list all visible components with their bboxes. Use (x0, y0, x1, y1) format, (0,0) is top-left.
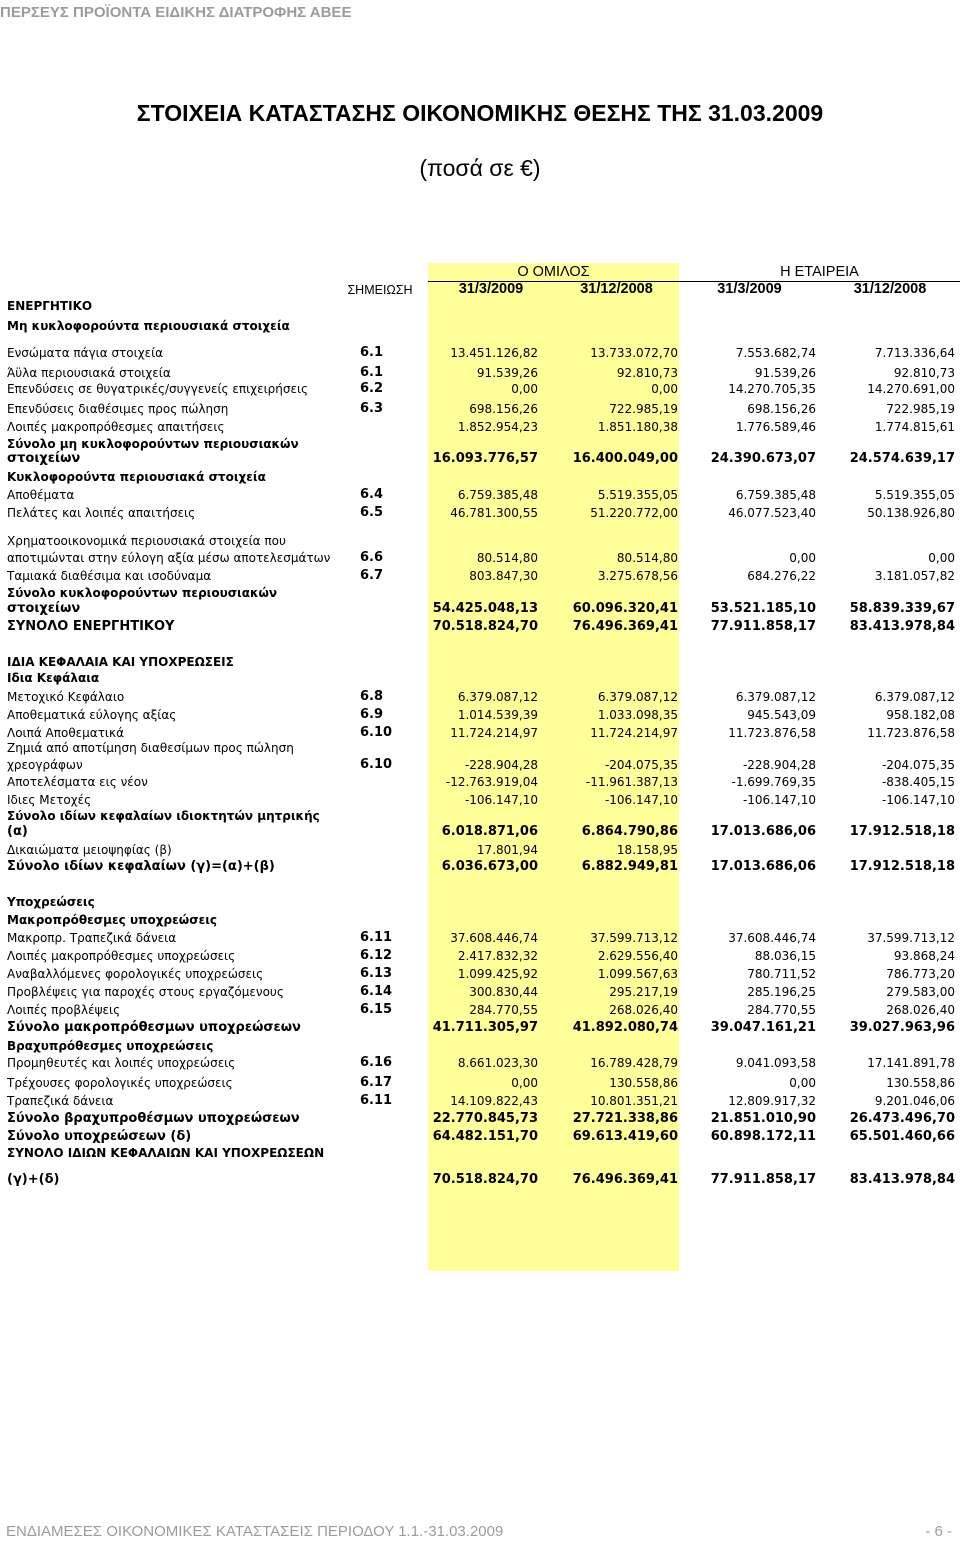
row-value: 1.851.180,38 (597, 420, 678, 434)
row-value: 268.026,40 (609, 1003, 678, 1017)
row-label: Υποχρεώσεις (7, 895, 95, 909)
row-value: 39.027.963,96 (849, 1020, 955, 1035)
row-value: 46.781.300,55 (450, 506, 538, 520)
row-value: 6.379.087,12 (735, 690, 816, 704)
row-value: 93.868,24 (893, 949, 955, 963)
row-value: 37.608.446,74 (728, 931, 816, 945)
row-value: 5.519.355,05 (874, 488, 955, 502)
row-label: Λοιπές μακροπρόθεσμες απαιτήσεις (7, 420, 225, 434)
row-value: 41.892.080,74 (572, 1020, 678, 1035)
row-value: 0,00 (511, 382, 538, 396)
table-row (0, 1111, 960, 1127)
table-row (0, 401, 960, 417)
row-value: 24.574.639,17 (849, 451, 955, 466)
row-value: -228.904,28 (464, 758, 538, 772)
table-row (0, 345, 960, 361)
row-note: 6.9 (360, 707, 384, 722)
table-row (0, 469, 960, 485)
row-value: 958.182,08 (886, 708, 955, 722)
row-value: -838.405,15 (881, 775, 955, 789)
row-value: 6.379.087,12 (597, 690, 678, 704)
row-label: Σύνολο κυκλοφορούντων περιουσιακών (7, 586, 278, 600)
row-note: 6.2 (360, 381, 384, 396)
table-row (0, 451, 960, 467)
row-label: χρεογράφων (7, 758, 83, 772)
company-header: ΠΕΡΣΕΥΣ ΠΡΟΪΟΝΤΑ ΕΙΔΙΚΗΣ ΔΙΑΤΡΟΦΗΣ ΑΒΕΕ (0, 4, 352, 21)
row-note: 6.7 (360, 568, 384, 583)
row-value: 130.558,86 (886, 1076, 955, 1090)
row-value: 76.496.369,41 (572, 1172, 678, 1187)
row-value: 13.451.126,82 (450, 346, 538, 360)
row-value: 698.156,26 (747, 402, 816, 416)
table-row (0, 365, 960, 381)
row-value: -204.075,35 (881, 758, 955, 772)
row-value: 0,00 (651, 382, 678, 396)
row-value: 1.033.098,35 (597, 708, 678, 722)
row-label: ΙΔΙΑ ΚΕΦΑΛΑΙΑ ΚΑΙ ΥΠΟΧΡΕΩΣΕΙΣ (7, 655, 234, 669)
row-value: 27.721.338,86 (572, 1111, 678, 1126)
row-value: 698.156,26 (469, 402, 538, 416)
table-row (0, 1075, 960, 1091)
table-row (0, 381, 960, 397)
row-value: 10.801.351,21 (590, 1094, 678, 1108)
row-label: Αποθέματα (7, 488, 75, 502)
row-value: 17.013.686,06 (710, 859, 816, 874)
row-label: στοιχείων (7, 451, 81, 466)
table-row (0, 1038, 960, 1054)
table-row (0, 689, 960, 705)
row-label: (α) (7, 824, 28, 839)
table-row (0, 824, 960, 840)
row-label: Δικαιώματα μειοψηφίας (β) (7, 843, 172, 857)
row-label: Κυκλοφορούντα περιουσιακά στοιχεία (7, 470, 266, 484)
row-label: Λοιπά Αποθεματικά (7, 726, 124, 740)
row-label: ΣΥΝΟΛΟ ΕΝΕΡΓΗΤΙΚΟΥ (7, 619, 175, 634)
row-value: 70.518.824,70 (432, 619, 538, 634)
row-note: 6.8 (360, 689, 384, 704)
row-value: 69.613.419,60 (572, 1129, 678, 1144)
row-label: Αναβαλλόμενες φορολογικές υποχρεώσεις (7, 967, 264, 981)
row-label: Άϋλα περιουσιακά στοιχεία (7, 366, 171, 380)
row-value: -12.763.919,04 (445, 775, 538, 789)
table-row (0, 419, 960, 435)
row-value: 16.093.776,57 (432, 451, 538, 466)
row-value: 14.109.822,43 (450, 1094, 538, 1108)
date-column-header: 31/12/2008 (580, 281, 653, 297)
row-label: αποτιμώνται στην εύλογη αξία μέσω αποτελεσμάτων (7, 551, 331, 565)
row-label: Μακροπρ. Τραπεζικά δάνεια (7, 931, 177, 945)
row-value: 88.036,15 (754, 949, 816, 963)
row-value: 11.724.214,97 (450, 726, 538, 740)
table-row (0, 670, 960, 686)
row-label: (γ)+(δ) (7, 1172, 60, 1187)
row-label: Σύνολο μη κυκλοφορούντων περιουσιακών (7, 437, 299, 451)
row-value: 0,00 (789, 551, 816, 565)
row-label: Λοιπές προβλέψεις (7, 1003, 121, 1017)
row-value: 6.379.087,12 (874, 690, 955, 704)
table-row (0, 550, 960, 566)
date-column-header: 31/3/2009 (717, 281, 782, 297)
row-value: 11.724.214,97 (590, 726, 678, 740)
table-row (0, 1002, 960, 1018)
row-value: 16.789.428,79 (590, 1056, 678, 1070)
row-label: Ιδιες Μετοχές (7, 793, 92, 807)
footer-title: ΕΝΔΙΑΜΕΣΕΣ ΟΙΚΟΝΟΜΙΚΕΣ ΚΑΤΑΣΤΑΣΕΙΣ ΠΕΡΙΟΔΟΥ 1.1.-31.03.2009 (6, 1523, 504, 1540)
row-value: 9.041.093,58 (735, 1056, 816, 1070)
row-label: Προβλέψεις για παροχές στους εργαζόμενους (7, 985, 284, 999)
row-value: 300.830,44 (469, 985, 538, 999)
row-value: 37.599.713,12 (590, 931, 678, 945)
row-note: 6.16 (360, 1055, 393, 1070)
table-row (0, 1055, 960, 1071)
row-value: 77.911.858,17 (710, 619, 816, 634)
row-value: 1.852.954,23 (457, 420, 538, 434)
row-value: 684.276,22 (747, 569, 816, 583)
row-label: Χρηματοοικονομικά περιουσιακά στοιχεία που (7, 534, 286, 548)
row-value: 17.912.518,18 (849, 859, 955, 874)
row-label: Λοιπές μακροπρόθεσμες υποχρεώσεις (7, 949, 236, 963)
row-value: 1.099.425,92 (457, 967, 538, 981)
row-value: 0,00 (511, 1076, 538, 1090)
row-value: 6.864.790,86 (581, 824, 678, 839)
row-value: 786.773,20 (886, 967, 955, 981)
row-note: 6.5 (360, 505, 384, 520)
row-value: 21.851.010,90 (710, 1111, 816, 1126)
row-label: Σύνολο ιδίων κεφαλαίων (γ)=(α)+(β) (7, 859, 275, 874)
row-value: 13.733.072,70 (590, 346, 678, 360)
row-value: 0,00 (928, 551, 955, 565)
table-row (0, 930, 960, 946)
row-value: 60.898.172,11 (710, 1129, 816, 1144)
row-note: 6.6 (360, 550, 384, 565)
row-value: 77.911.858,17 (710, 1172, 816, 1187)
row-label: ΕΝΕΡΓΗΤΙΚΟ (7, 299, 93, 313)
table-row (0, 568, 960, 584)
date-column-header: 31/3/2009 (458, 281, 524, 297)
table-row (0, 894, 960, 910)
row-label: Ενσώματα πάγια στοιχεία (7, 346, 164, 360)
row-value: -106.147,10 (464, 793, 538, 807)
row-value: 1.014.539,39 (457, 708, 538, 722)
row-label: Σύνολο ιδίων κεφαλαίων ιδιοκτητών μητρικής (7, 809, 320, 823)
row-value: 37.599.713,12 (867, 931, 955, 945)
row-note: 6.3 (360, 401, 384, 416)
row-value: 80.514,80 (476, 551, 538, 565)
row-note: 6.17 (360, 1075, 393, 1090)
row-note: 6.10 (360, 757, 393, 772)
row-label: Σύνολο μακροπρόθεσμων υποχρεώσεων (7, 1020, 301, 1035)
row-value: 268.026,40 (886, 1003, 955, 1017)
row-value: 41.711.305,97 (432, 1020, 538, 1035)
row-label: Προμηθευτές και λοιπές υποχρεώσεις (7, 1056, 236, 1070)
table-row (0, 707, 960, 723)
row-value: 295.217,19 (609, 985, 678, 999)
table-row (0, 740, 960, 756)
table-row (0, 792, 960, 808)
table-row (0, 1129, 960, 1145)
row-value: 6.379.087,12 (457, 690, 538, 704)
row-value: 1.099.567,63 (597, 967, 678, 981)
row-value: 76.496.369,41 (572, 619, 678, 634)
row-value: 80.514,80 (616, 551, 678, 565)
row-value: 7.713.336,64 (874, 346, 955, 360)
row-label: Σύνολο υποχρεώσεων (δ) (7, 1129, 192, 1144)
table-row (0, 842, 960, 858)
page-number: - 6 - (925, 1523, 952, 1540)
row-value: 2.417.832,32 (457, 949, 538, 963)
table-row (0, 948, 960, 964)
row-value: 12.809.917,32 (728, 1094, 816, 1108)
row-value: 3.181.057,82 (874, 569, 955, 583)
row-value: 65.501.460,66 (849, 1129, 955, 1144)
row-value: 60.096.320,41 (572, 601, 678, 616)
table-row (0, 619, 960, 635)
row-value: 24.390.673,07 (710, 451, 816, 466)
row-value: 285.196,25 (747, 985, 816, 999)
row-value: 54.425.048,13 (432, 601, 538, 616)
row-value: 17.801,94 (476, 843, 538, 857)
row-value: 284.770,55 (747, 1003, 816, 1017)
row-value: 16.400.049,00 (572, 451, 678, 466)
row-label: Μακροπρόθεσμες υποχρεώσεις (7, 913, 218, 927)
row-value: 780.711,52 (747, 967, 816, 981)
table-row (0, 859, 960, 875)
row-label: Επενδύσεις διαθέσιμες προς πώληση (7, 402, 229, 416)
row-value: -106.147,10 (604, 793, 678, 807)
row-label: Τραπεζικά δάνεια (7, 1094, 114, 1108)
row-value: 9.201.046,06 (874, 1094, 955, 1108)
row-value: 945.543,09 (747, 708, 816, 722)
row-label: στοιχείων (7, 601, 81, 616)
row-value: 14.270.691,00 (867, 382, 955, 396)
row-value: 83.413.978,84 (849, 1172, 955, 1187)
row-value: 6.882.949,81 (581, 859, 678, 874)
row-value: 7.553.682,74 (735, 346, 816, 360)
row-note: 6.15 (360, 1002, 393, 1017)
row-value: 83.413.978,84 (849, 619, 955, 634)
group-column-header: Ο ΟΜΙΛΟΣ (517, 264, 590, 280)
table-row (0, 774, 960, 790)
row-label: Ταμιακά διαθέσιμα και ισοδύναμα (7, 569, 212, 583)
row-note: 6.4 (360, 487, 384, 502)
row-value: 26.473.496,70 (849, 1111, 955, 1126)
table-row (0, 298, 960, 314)
row-value: 58.839.339,67 (849, 601, 955, 616)
row-note: 6.10 (360, 725, 393, 740)
table-row (0, 966, 960, 982)
row-value: -204.075,35 (604, 758, 678, 772)
row-value: -228.904,28 (742, 758, 816, 772)
row-value: 92.810,73 (616, 366, 678, 380)
row-label: Ζημιά από αποτίμηση διαθεσίμων προς πώληση (7, 741, 294, 755)
table-row (0, 436, 960, 452)
row-value: 0,00 (789, 1076, 816, 1090)
company-column-header: Η ΕΤΑΙΡΕΙΑ (780, 264, 859, 280)
row-label: Αποτελέσματα εις νέον (7, 775, 148, 789)
row-note: 6.11 (360, 930, 393, 945)
row-value: 14.270.705,35 (728, 382, 816, 396)
table-row (0, 601, 960, 617)
row-value: 51.220.772,00 (590, 506, 678, 520)
row-value: -11.961.387,13 (585, 775, 678, 789)
row-note: 6.14 (360, 984, 393, 999)
table-row (0, 1172, 960, 1188)
row-value: 11.723.876,58 (728, 726, 816, 740)
row-value: 18.158,95 (616, 843, 678, 857)
table-row (0, 585, 960, 601)
page-title: ΣΤΟΙΧΕΙΑ ΚΑΤΑΣΤΑΣΗΣ ΟΙΚΟΝΟΜΙΚΗΣ ΘΕΣΗΣ ΤΗΣ 31.03.2009 (136, 100, 824, 126)
row-value: 91.539,26 (754, 366, 816, 380)
table-row (0, 912, 960, 928)
row-note: 6.12 (360, 948, 393, 963)
table-row (0, 757, 960, 773)
row-value: 64.482.151,70 (432, 1129, 538, 1144)
row-value: 8.661.023,30 (457, 1056, 538, 1070)
table-row (0, 533, 960, 549)
row-value: -106.147,10 (881, 793, 955, 807)
row-note: 6.1 (360, 365, 384, 380)
table-row (0, 1093, 960, 1109)
row-value: 1.776.589,46 (735, 420, 816, 434)
table-row (0, 725, 960, 741)
row-note: 6.13 (360, 966, 393, 981)
row-value: 2.629.556,40 (597, 949, 678, 963)
row-value: 722.985,19 (886, 402, 955, 416)
row-value: 130.558,86 (609, 1076, 678, 1090)
row-value: 279.583,00 (886, 985, 955, 999)
row-value: 46.077.523,40 (728, 506, 816, 520)
date-column-header: 31/12/2008 (853, 281, 927, 297)
row-value: 17.013.686,06 (710, 824, 816, 839)
row-value: 11.723.876,58 (867, 726, 955, 740)
row-value: 3.275.678,56 (597, 569, 678, 583)
row-value: 17.141.891,78 (867, 1056, 955, 1070)
table-row (0, 318, 960, 334)
row-value: -106.147,10 (742, 793, 816, 807)
row-label: Ιδια Κεφάλαια (7, 671, 100, 685)
row-value: 91.539,26 (476, 366, 538, 380)
row-label: Πελάτες και λοιπές απαιτήσεις (7, 506, 196, 520)
row-value: 6.036.673,00 (441, 859, 538, 874)
table-row (0, 1020, 960, 1036)
row-note: 6.1 (360, 345, 384, 360)
row-value: 50.138.926,80 (867, 506, 955, 520)
row-value: 53.521.185,10 (710, 601, 816, 616)
row-label: Επενδύσεις σε θυγατρικές/συγγενείς επιχειρήσεις (7, 382, 309, 396)
row-label: ΣΥΝΟΛΟ ΙΔΙΩΝ ΚΕΦΑΛΑΙΩΝ ΚΑΙ ΥΠΟΧΡΕΩΣΕΩΝ (7, 1146, 325, 1160)
table-row (0, 1145, 960, 1161)
table-row (0, 487, 960, 503)
row-label: Τρέχουσες φορολογικές υποχρεώσεις (7, 1076, 233, 1090)
table-row (0, 808, 960, 824)
row-label: Βραχυπρόθεσμες υποχρεώσεις (7, 1039, 214, 1053)
row-label: Αποθεματικά εύλογης αξίας (7, 708, 177, 722)
row-value: 22.770.845,73 (432, 1111, 538, 1126)
row-value: -1.699.769,35 (731, 775, 816, 789)
row-value: 92.810,73 (893, 366, 955, 380)
table-row (0, 984, 960, 1000)
row-label: Μετοχικό Κεφάλαιο (7, 690, 125, 704)
row-value: 17.912.518,18 (849, 824, 955, 839)
table-row (0, 505, 960, 521)
table-row (0, 654, 960, 670)
row-note: 6.11 (360, 1093, 393, 1108)
row-value: 1.774.815,61 (874, 420, 955, 434)
row-value: 5.519.355,05 (597, 488, 678, 502)
row-value: 6.759.385,48 (735, 488, 816, 502)
row-label: Σύνολο βραχυπροθέσμων υποχρεώσεων (7, 1111, 300, 1126)
row-value: 39.047.161,21 (710, 1020, 816, 1035)
row-value: 284.770,55 (469, 1003, 538, 1017)
row-value: 6.018.871,06 (441, 824, 538, 839)
currency-subtitle: (ποσά σε €) (419, 155, 541, 181)
row-value: 6.759.385,48 (457, 488, 538, 502)
row-value: 70.518.824,70 (432, 1172, 538, 1187)
row-value: 37.608.446,74 (450, 931, 538, 945)
row-value: 722.985,19 (609, 402, 678, 416)
row-value: 803.847,30 (469, 569, 538, 583)
note-column-header: ΣΗΜΕΙΩΣΗ (347, 283, 413, 297)
row-label: Μη κυκλοφορούντα περιουσιακά στοιχεία (7, 319, 290, 333)
